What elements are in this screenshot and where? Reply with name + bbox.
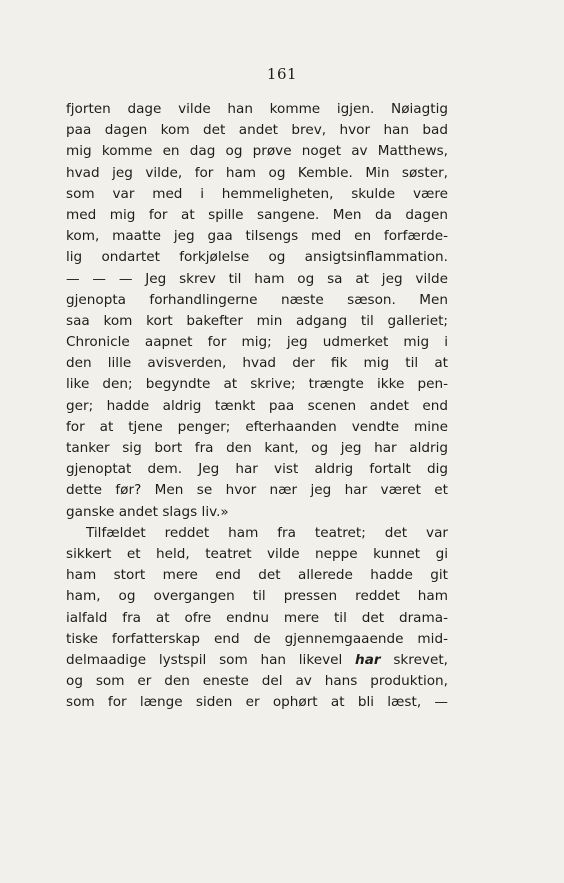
text-line: like den; begyndte at skrive; trængte ikke pen- [66,376,448,393]
text-line: — — — Jeg skrev til ham og sa at jeg vilde [66,270,448,287]
text-line: ialfald fra at ofre endnu mere til det drama- [66,609,448,626]
text-line: den lille avisverden, hvad der fik mig til at [66,355,448,372]
text-line: Chronicle aapnet for mig; jeg udmerket mig i [66,334,448,351]
text-line: lig ondartet forkjølelse og ansigtsinflammation. [66,249,448,266]
text-line: saa kom kort bakefter min adgang til galleriet; [66,312,448,329]
page-number: 161 [266,65,298,83]
text-line: kom, maatte jeg gaa tilsengs med en forfærde- [66,228,448,245]
text-line: gjenoptat dem. Jeg har vist aldrig fortalt dig [66,461,448,478]
text-line: ham stort mere end det allerede hadde git [66,567,448,584]
text-line-with-emphasis [66,650,448,671]
text-line: ham, og overgangen til pressen reddet ham [66,588,448,605]
text-line: hvad jeg vilde, for ham og Kemble. Min søster, [66,164,448,181]
text-line: ganske andet slags liv.» [66,503,229,520]
text-line: tiske forfatterskap end de gjennemgaaende mid- [66,630,448,647]
text-segment: delmaadige lystspil som han likevel [66,651,343,668]
text-line: Tilfældet reddet ham fra teatret; det var [86,524,448,541]
text-line: ger; hadde aldrig tænkt paa scenen andet end [66,397,448,414]
text-line: sikkert et held, teatret vilde neppe kunnet gi [66,545,448,562]
text-segment: skrevet, [393,651,448,668]
text-line: mig komme en dag og prøve noget av Matthews, [66,143,448,160]
body-text [66,99,448,713]
text-line: som for længe siden er ophørt at bli læst, — [66,694,448,711]
text-line: for at tjene penger; efterhaanden vendte mine [66,418,448,435]
text-line: som var med i hemmeligheten, skulde være [66,185,448,202]
text-line: fjorten dage vilde han komme igjen. Nøiagtig [66,101,448,117]
text-line: tanker sig bort fra den kant, og jeg har aldrig [66,440,448,456]
text-line: med mig for at spille sangene. Men da dagen [66,206,448,223]
text-line: gjenopta forhandlingerne næste sæson. Men [66,291,448,308]
text-line: dette før? Men se hvor nær jeg har været et [66,482,448,499]
emphasized-word: har [355,651,381,668]
text-line: og som er den eneste del av hans produktion, [66,673,448,690]
text-line: paa dagen kom det andet brev, hvor han bad [66,122,448,139]
